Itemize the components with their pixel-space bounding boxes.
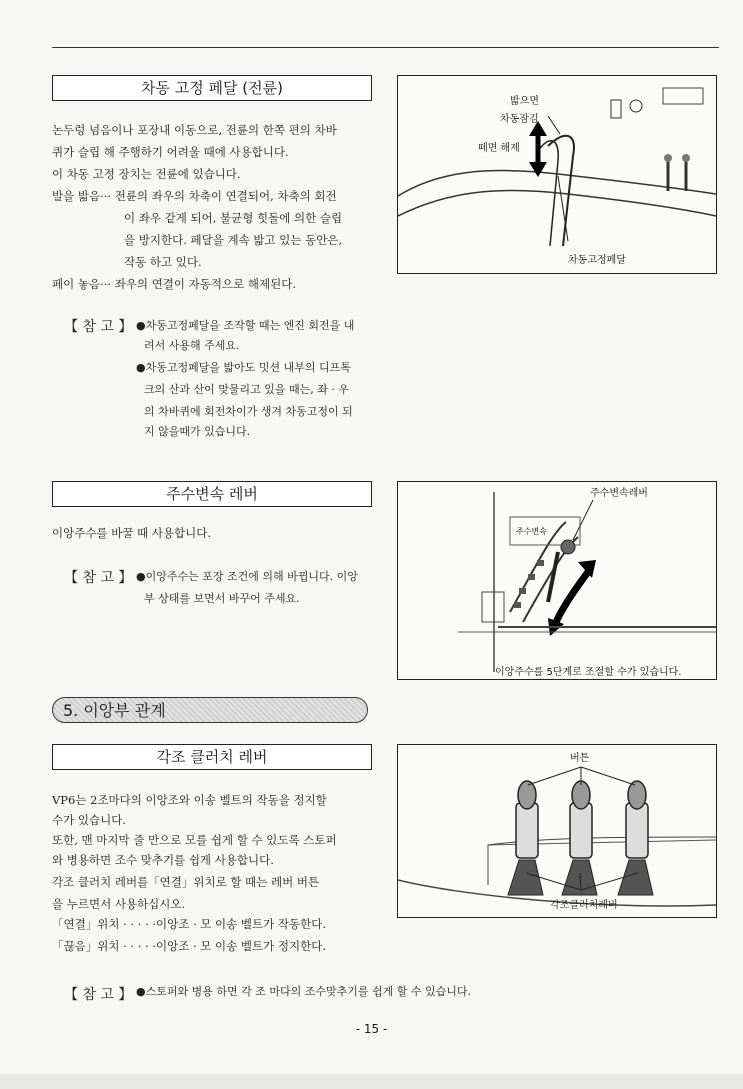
figure-planting-speed-lever [397,481,717,680]
page-number: - 15 - [355,1022,388,1036]
section-header-planting: 5. 이앙부 관계 [52,697,368,723]
section-title-planting-speed-lever: 주수변속 레버 [52,481,372,507]
paragraph-line: 논두렁 넘음이나 포장내 이동으로, 전륜의 한쪽 편의 차바 [52,123,337,137]
paragraph-line: 와 병용하면 조수 맞추기를 쉽게 사용합니다. [52,853,274,867]
label-button: 버튼 [570,753,590,764]
label-release: 떼면 해제 [478,143,520,154]
paragraph-line: 을 방지한다. 페달을 계속 밟고 있는 동안은, [124,233,343,247]
diff-lock-illustration [398,76,716,273]
section-title-row-clutch-lever: 각조 클러치 레버 [52,744,372,770]
label-pedal: 차동고정페달 [568,255,626,266]
label-press: 밟으면 [510,96,539,107]
note-label: 【 참 고 】 [64,987,133,1003]
note-line: 지 않을때가 있습니다. [144,425,251,438]
paragraph-line: 「끊음」위치 · · · · ·이앙조 · 모 이송 벨트가 정지한다. [52,939,326,953]
paragraph-line: 이 차동 고정 장치는 전륜에 있습니다. [52,167,241,181]
label-lock: 차동잠김 [500,114,539,125]
figure-caption: 이앙주수를 5단계로 조절할 수가 있습니다. [495,667,682,678]
paragraph-line: 수가 있습니다. [52,813,126,827]
note-line: 부 상태를 보면서 바꾸어 주세요. [144,592,300,605]
figure-row-clutch-lever [397,744,717,918]
label-speed-plate: 주수변속 [516,527,547,536]
paragraph-line: 또한, 맨 마지막 줄 만으로 모를 쉽게 할 수 있도록 스토퍼 [52,833,337,847]
paragraph-line: 발을 밟음··· 전륜의 좌우의 차축이 연결되어, 차축의 회전 [52,189,337,203]
paragraph-line: 각조 클러치 레버를「연결」위치로 할 때는 레버 버튼 [52,875,320,889]
scan-edge [0,1074,743,1089]
clutch-lever-illustration [398,745,716,917]
note-line: 크의 산과 산이 맞물리고 있을 때는, 좌 · 우 [144,383,349,396]
paragraph-line: VP6는 2조마다의 이앙조와 이송 벨트의 작동을 정지할 [52,793,327,807]
section-title-diff-lock: 차동 고정 페달 (전륜) [52,75,372,101]
paragraph-line: 페이 놓음··· 좌우의 연결이 자동적으로 해제된다. [52,277,296,291]
footer-note: ●스토퍼와 병용 하면 각 조 마다의 조수맞추기를 쉽게 할 수 있습니다. [136,985,471,998]
note-line: 의 차바퀴에 회전차이가 생겨 차동고정이 되 [144,405,353,418]
paragraph-line: 이앙주수를 바꿀 때 사용합니다. [52,526,212,540]
paragraph-line: 「연결」위치 · · · · ·이앙조 · 모 이송 벨트가 작동한다. [52,917,326,931]
label-speed-lever: 주수변속레버 [590,488,648,499]
label-clutch-lever: 각조클러치레버 [550,900,618,911]
clutch-lever [562,781,597,895]
header-rule [52,47,719,48]
note-line: ●차동고정페달을 조작할 때는 엔진 회전을 내 [136,319,355,332]
note-line: ●차동고정페달을 밟아도 밋션 내부의 디프톡 [136,361,351,374]
paragraph-line: 퀴가 슬립 해 주행하기 어려울 때에 사용합니다. [52,145,289,159]
paragraph-line: 이 좌우 같게 되어, 불균형 힛돌에 의한 슬립 [124,211,343,225]
paragraph-line: 을 누르면서 사용하십시오. [52,897,186,911]
note-line: 려서 사용해 주세요. [144,339,240,352]
note-label: 【 참 고 】 [64,570,133,586]
clutch-lever [508,781,543,895]
note-label: 【 참 고 】 [64,319,133,335]
figure-diff-lock-pedal [397,75,717,274]
note-line: ●이앙주수는 포장 조건에 의해 바뀝니다. 이앙 [136,570,358,583]
paragraph-line: 작동 하고 있다. [124,255,202,269]
speed-lever-illustration [398,482,716,679]
